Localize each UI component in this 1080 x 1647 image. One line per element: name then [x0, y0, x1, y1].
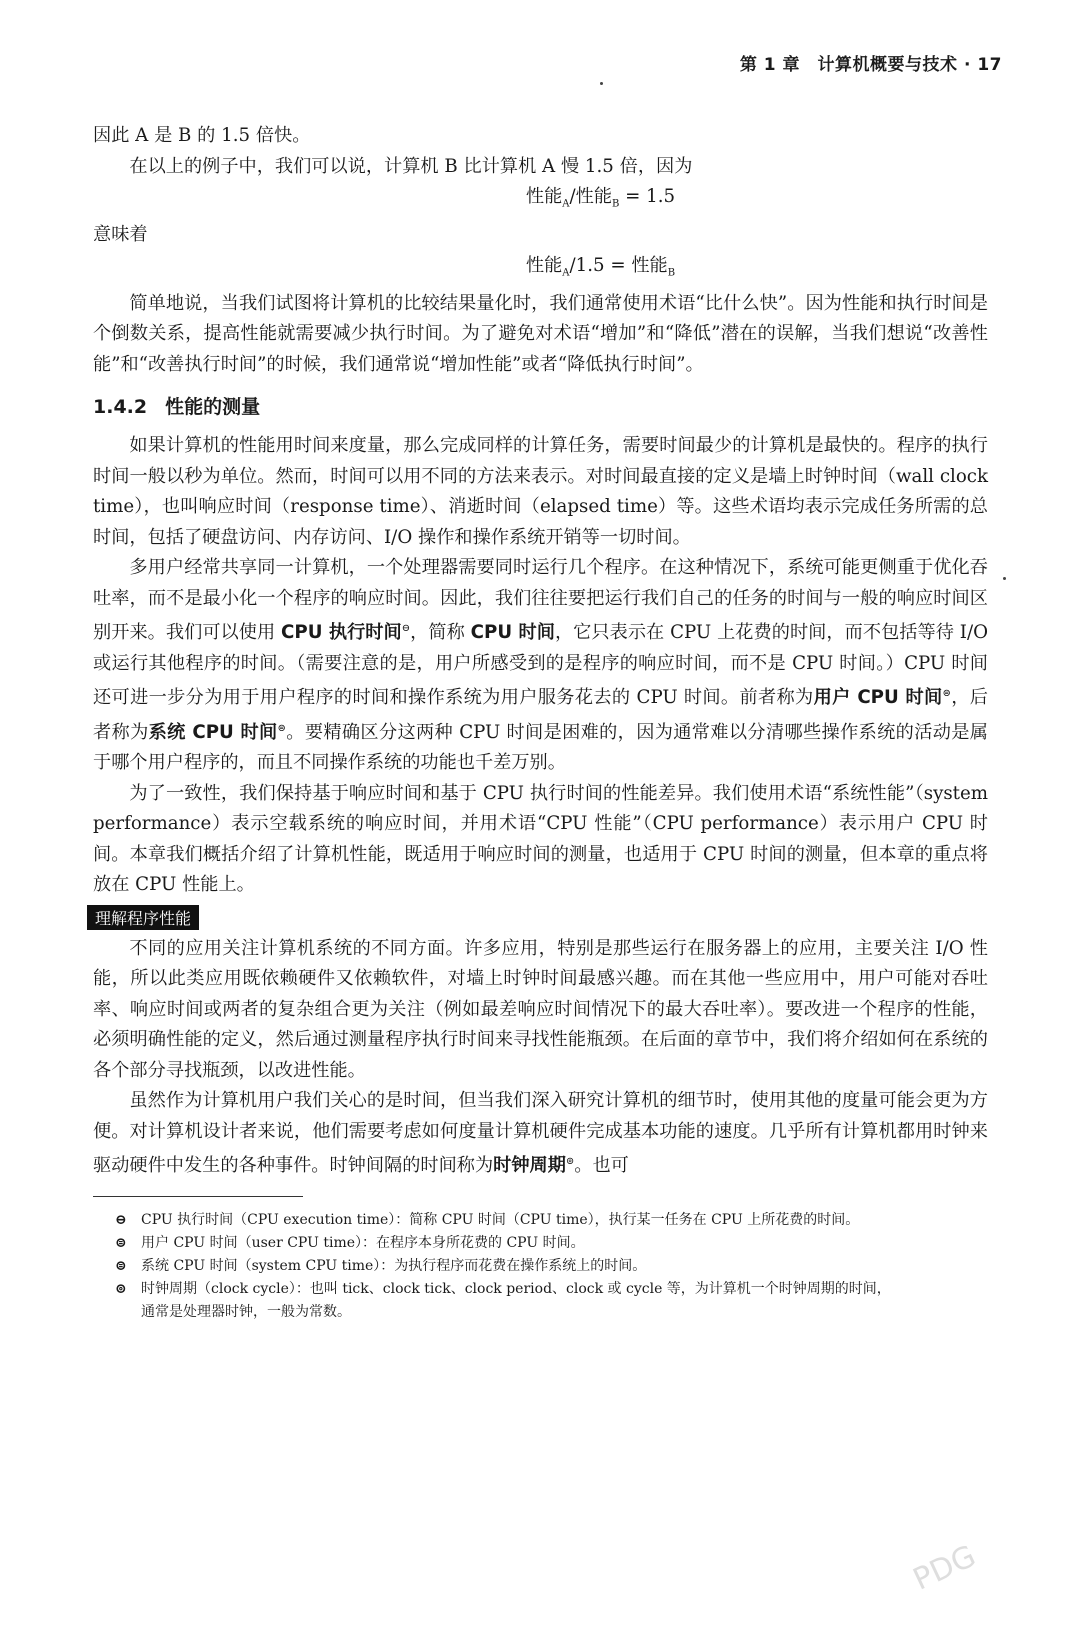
footnote-ref: ⊖ — [401, 623, 411, 635]
running-header: 第 1 章 计算机概要与技术 · 17 — [739, 55, 1002, 75]
paragraph: 如果计算机的性能用时间来度量，那么完成同样的计算任务，需要时间最少的计算机是最快的。程序的执行时间一般以秒为单位。然而，时间可以用不同的方法来表示。对时间最直接的定义是墙上时钟时间（wall clock time），也叫响应时间（response time）、消逝时间（elapsed time）等。这些术语均表示完成任务所需的总时间，包括了硬盘访问、内存访问、I/O 操作和操作系统开销等一切时间。 — [93, 435, 988, 548]
paragraph: 因此 A 是 B 的 1.5 倍快。 — [93, 125, 311, 146]
footnote: ⊜ 系统 CPU 时间（system CPU time）：为执行程序而花费在操作系统上的时间。 — [115, 1258, 647, 1275]
paragraph: 在以上的例子中，我们可以说，计算机 B 比计算机 A 慢 1.5 倍，因为 — [129, 155, 693, 177]
term-cpu-time: CPU 时间 — [470, 622, 555, 644]
speck — [600, 82, 603, 85]
footnote: ⊚ 时钟周期（clock cycle）：也叫 tick、clock tick、clock period、clock 或 cycle 等，为计算机一个时钟周期的时间， — [115, 1281, 891, 1298]
footnote-rule — [93, 1196, 303, 1197]
speck — [1003, 577, 1006, 580]
paragraph: 简单地说，当我们试图将计算机的比较结果量化时，我们通常使用术语“比什么快”。因为性能和执行时间是个倒数关系，提高性能就需要减少执行时间。为了避免对术语“增加”和“降低”潜在的误解，当我们想说“改善性能”和“改善执行时间”的时候，我们通常说“增加性能”或者“降低执行时间”。 — [93, 292, 988, 375]
equation-1: 性能$_A$/性能$_B$ = 1.5 — [525, 186, 676, 210]
section-heading — [93, 392, 988, 419]
term-system-cpu-time: 系统 CPU 时间 — [148, 721, 278, 743]
footnote-ref: ⊚ — [565, 1156, 575, 1168]
footnote: ⊖ CPU 执行时间（CPU execution time）：简称 CPU 时间（CPU time），执行某一任务在 CPU 上所花费的时间。 — [115, 1212, 860, 1229]
paragraph: 虽然作为计算机用户我们关心的是时间，但当我们深入研究计算机的细节时，使用其他的度量可能会更为方便。对计算机设计者来说，他们需要考虑如何度量计算机硬件完成基本功能的速度。几乎所有计算机都用时钟来驱动硬件中发生的各种事件。时钟间隔的时间称为时钟周期⊚。也可 — [93, 1090, 988, 1177]
section-number: 1.4.2 — [93, 396, 148, 419]
page-body — [93, 121, 988, 1324]
section-title: 性能的测量 — [165, 396, 261, 419]
box-heading: 理解程序性能 — [87, 905, 199, 930]
paragraph: 多用户经常共享同一计算机，一个处理器需要同时运行几个程序。在这种情况下，系统可能更侧重于优化吞吐率，而不是最小化一个程序的响应时间。因此，我们往往要把运行我们自己的任务的时间与一般的响应时间区别开来。我们可以使用 CPU 执行时间⊖，简称 CPU 时间，它只表示在 CPU 上花费的时间，而不包括等待 I/O 或运行其他程序的时间。（需要注意的是，用户所感受到的是程序的响应时间，而不是 CPU 时间。）CPU 时间还可进一步分为用于用户程序的时间和操作系统为用户服务花去的 CPU 时间。前者称为用户 CPU 时间⊜，后者称为系统 CPU 时间⊜。要精确区分这两种 CPU 时间是困难的，因为通常难以分清哪些操作系统的活动是属于哪个用户程序的，而且不同操作系统的功能也千差万别。 — [93, 557, 988, 774]
pdg-watermark: PDG — [908, 1538, 982, 1598]
equation-2: 性能$_A$/1.5 = 性能$_B$ — [525, 254, 676, 279]
footnote: ⊜ 用户 CPU 时间（user CPU time）：在程序本身所花费的 CPU 时间。 — [115, 1235, 585, 1252]
footnote-ref: ⊜ — [942, 688, 951, 700]
term-cpu-execution-time: CPU 执行时间 — [281, 622, 402, 644]
paragraph: 不同的应用关注计算机系统的不同方面。许多应用，特别是那些运行在服务器上的应用，主要关注 I/O 性能，所以此类应用既依赖硬件又依赖软件，对墙上时钟时间最感兴趣。而在其他一些应用中，用户可能对吞吐率、响应时间或两者的复杂组合更为关注（例如最差响应时间情况下的最大吞吐率）。要改进一个程序的性能，必须明确性能的定义，然后通过测量程序执行时间来寻找性能瓶颈。在后面的章节中，我们将介绍如何在系统的各个部分寻找瓶颈，以改进性能。 — [93, 937, 988, 1081]
paragraph: 意味着 — [93, 224, 148, 246]
footnote-continuation: 通常是处理器时钟，一般为常数。 — [141, 1304, 351, 1321]
term-clock-cycle: 时钟周期 — [493, 1155, 566, 1177]
term-user-cpu-time: 用户 CPU 时间 — [813, 687, 943, 709]
paragraph: 为了一致性，我们保持基于响应时间和基于 CPU 执行时间的性能差异。我们使用术语“系统性能”（system performance）表示空载系统的响应时间，并用术语“CPU 性能”（CPU performance）表示用户 CPU 时间。本章我们概括介绍了计算机性能，既适用于响应时间的测量，也适用于 CPU 时间的测量，但本章的重点将放在 CPU 性能上。 — [93, 782, 988, 896]
footnote-ref: ⊜ — [277, 722, 286, 734]
